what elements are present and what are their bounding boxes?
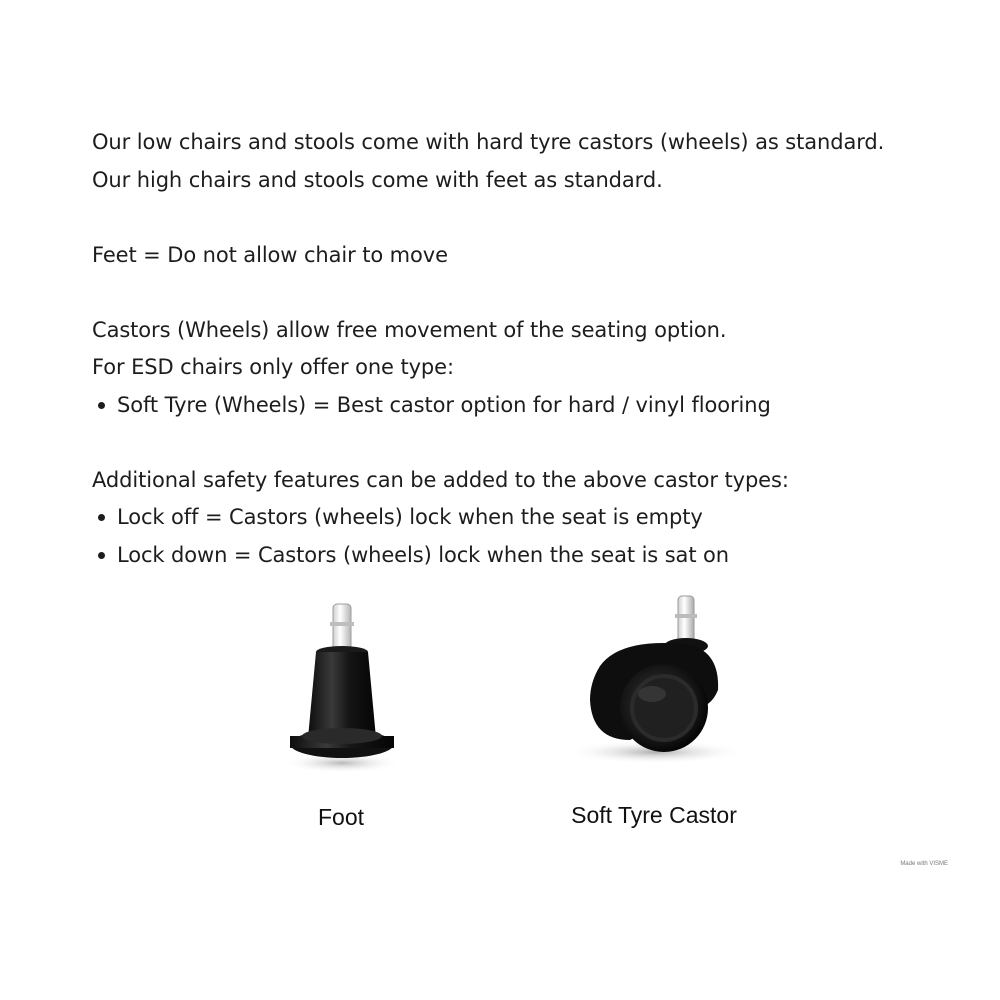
safety-bullet-lock-down	[92, 537, 972, 575]
castor-bullet	[92, 387, 972, 425]
safety-bullet-text: Lock down = Castors (wheels) lock when the seat is sat on	[117, 542, 729, 567]
castors-line-2: For ESD chairs only offer one type:	[92, 355, 454, 379]
safety-line: Additional safety features can be added to the above castor types:	[92, 467, 789, 492]
bullet-dot	[98, 552, 105, 559]
castor-caption: Soft Tyre Castor	[571, 802, 737, 828]
chair-foot-icon	[272, 598, 412, 778]
bullet-dot	[98, 402, 105, 409]
intro-line-1: Our low chairs and stools come with hard tyre castors (wheels) as standard.	[92, 130, 885, 154]
castor-bullet-text: Soft Tyre (Wheels) = Best castor option for hard / vinyl flooring	[117, 392, 771, 417]
foot-caption: Foot	[317, 804, 365, 830]
safety-bullet-lock-off	[92, 499, 972, 537]
bullet-dot	[98, 514, 105, 521]
soft-tyre-castor-icon	[560, 590, 750, 775]
info-text	[92, 124, 972, 574]
visme-credit: Made with VISME	[900, 861, 948, 867]
safety-bullet-text: Lock off = Castors (wheels) lock when the seat is empty	[117, 505, 703, 529]
intro-line-2: Our high chairs and stools come with feet as standard.	[92, 167, 663, 192]
castors-line-1: Castors (Wheels) allow free movement of the seating option.	[92, 317, 727, 342]
feet-line: Feet = Do not allow chair to move	[92, 242, 448, 267]
